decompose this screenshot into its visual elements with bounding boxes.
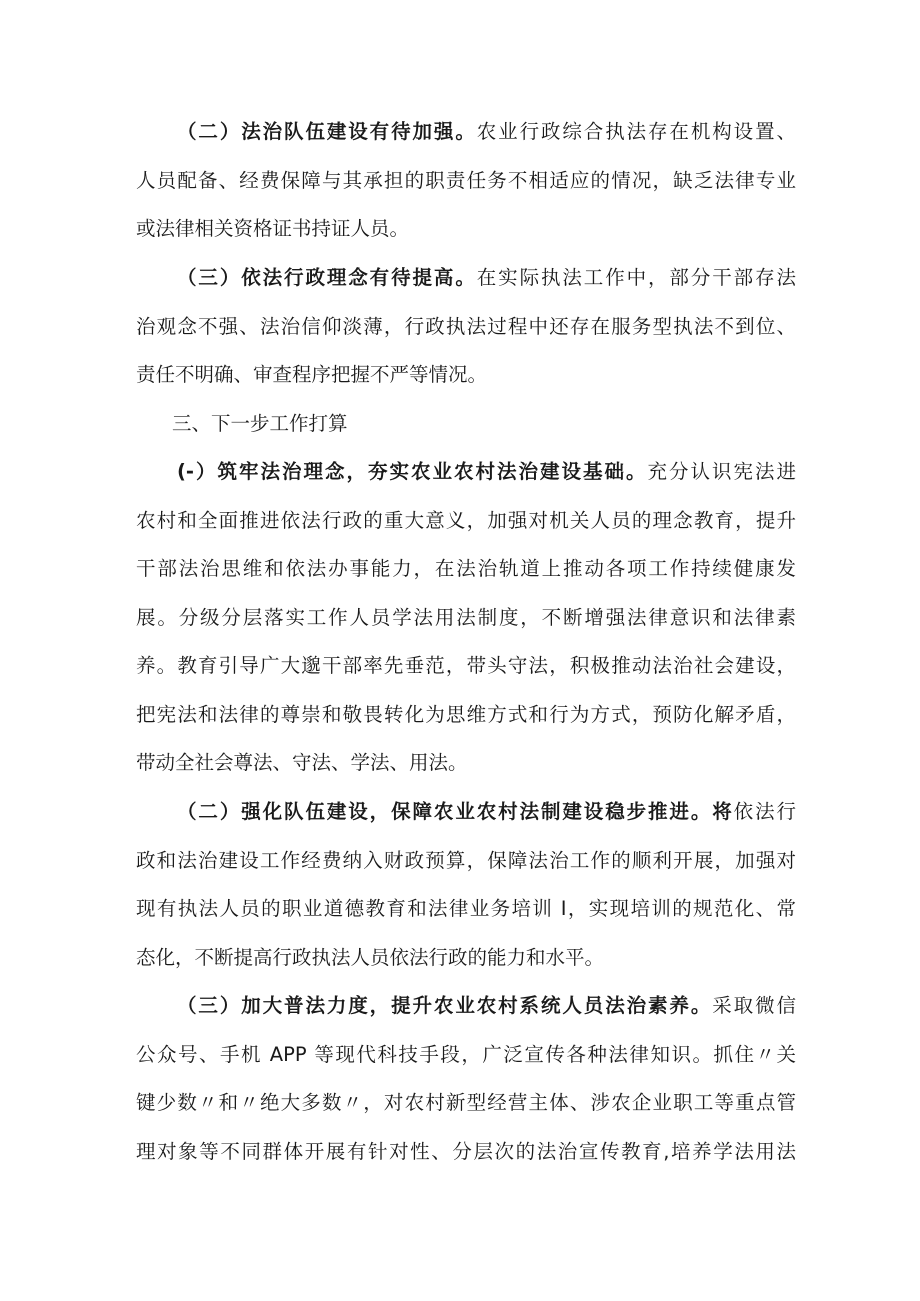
paragraph-3-line-3: 责任不明确、审查程序把握不严等情况。 — [136, 363, 488, 386]
paragraph-6-line-2: 公众号、手机 APP 等现代科技手段，广泛宣传各种法律知识。抓住〃关 — [136, 1043, 796, 1066]
paragraph-6-bold-heading: （三）加大普法力度，提升农业农村系统人员法治素养。 — [177, 994, 713, 1017]
paragraph-6-line-1: （三）加大普法力度，提升农业农村系统人员法治素养。采取微信 — [177, 994, 796, 1017]
paragraph-5-line-2: 政和法治建设工作经费纳入财政预算，保障法治工作的顺利开展，加强对 — [136, 849, 796, 872]
paragraph-3-bold-heading: （三）依法行政理念有待提高。 — [177, 266, 477, 289]
paragraph-3-line-2: 治观念不强、法治信仰淡薄，行政执法过程中还存在服务型执法不到位、 — [136, 315, 796, 338]
paragraph-5-line-1: （二）强化队伍建设，保障农业农村法制建设稳步推进。将依法行 — [177, 800, 796, 823]
paragraph-4-line-5: 养。教育引导广大邈干部率先垂范，带头守法，积极推动法治社会建设， — [136, 654, 796, 677]
paragraph-2-bold-heading: （二）法治队伍建设有待加强。 — [177, 120, 477, 143]
paragraph-5-line-4: 态化，不断提高行政执法人员依法行政的能力和水平。 — [136, 946, 605, 969]
paragraph-2-line-1: （二）法治队伍建设有待加强。农业行政综合执法存在机构设置、 — [177, 120, 796, 143]
paragraph-4-line-4: 展。分级分层落实工作人员学法用法制度，不断增强法律意识和法律素 — [136, 606, 796, 629]
paragraph-2-line-3: 或法律相关资格证书持证人员。 — [136, 217, 410, 240]
section-heading: 三、下一步工作打算 — [172, 412, 348, 435]
paragraph-3-line-1: （三）依法行政理念有待提高。在实际执法工作中，部分干部存法 — [177, 266, 796, 289]
paragraph-5-bold-heading: （二）强化队伍建设，保障农业农村法制建设稳步推进。将 — [177, 800, 734, 823]
paragraph-6-line-4: 理对象等不同群体开展有针对性、分层次的法治宣传教育,培养学法用法 — [136, 1140, 796, 1163]
paragraph-4-line-7: 带动全社会尊法、守法、学法、用法。 — [136, 751, 468, 774]
paragraph-2-line-2: 人员配备、经费保障与其承担的职责任务不相适应的情况，缺乏法律专业 — [136, 169, 796, 192]
paragraph-4-bold-heading: (-）筑牢法治理念，夯实农业农村法治建设基础。 — [177, 460, 648, 483]
paragraph-5-line-3: 现有执法人员的职业道德教育和法律业务培训 I，实现培训的规范化、常 — [136, 897, 796, 920]
paragraph-6-line-3: 键少数〃和〃绝大多数〃，对农村新型经营主体、涉农企业职工等重点管 — [136, 1091, 796, 1114]
paragraph-4-line-3: 干部法治思维和依法办事能力，在法治轨道上推动各项工作持续健康发 — [136, 557, 796, 580]
paragraph-4-line-6: 把宪法和法律的尊崇和敬畏转化为思维方式和行为方式，预防化解矛盾， — [136, 703, 796, 726]
paragraph-4-line-2: 农村和全面推进依法行政的重大意义，加强对机关人员的理念教育，提升 — [136, 509, 796, 532]
paragraph-4-line-1: (-）筑牢法治理念，夯实农业农村法治建设基础。充分认识宪法进 — [177, 460, 796, 483]
